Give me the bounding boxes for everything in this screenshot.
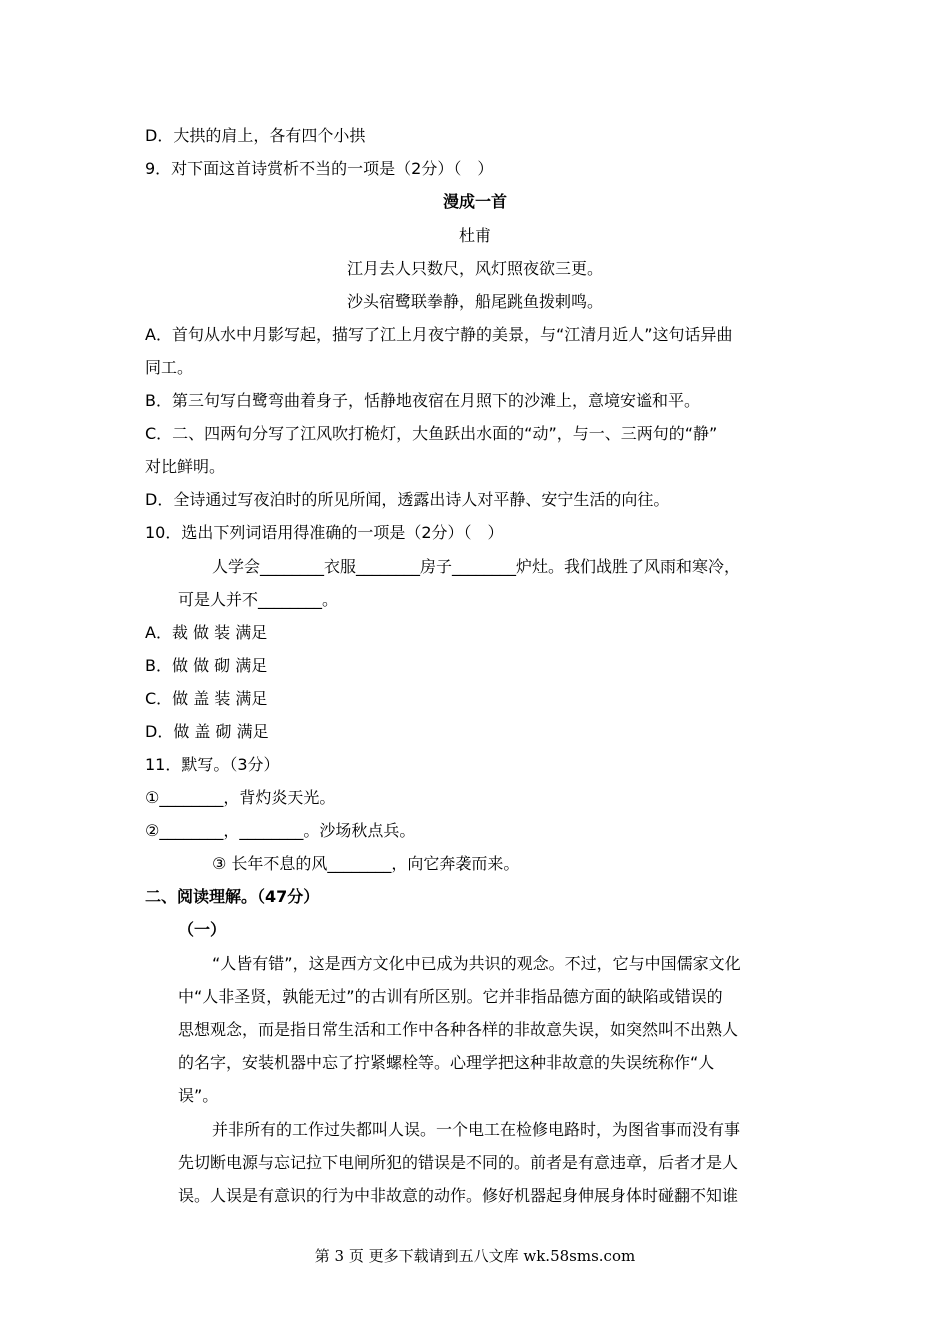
passage-p2-line-2: 先切断电源与忘记拉下电闸所犯的错误是不同的。前者是有意违章，后者才是人 [178, 1153, 739, 1172]
q9-option-c-line-1: C．二、四两句分写了江风吹打桅灯，大鱼跃出水面的“动”，与一、三两句的“静” [145, 424, 718, 443]
passage-p1-line-5: 误”。 [178, 1086, 219, 1105]
poem-title: 漫成一首 [442, 192, 507, 211]
section-2-heading: 二、阅读理解。（47分） [145, 887, 320, 906]
q11-stem: 11．默写。（3分） [145, 755, 280, 774]
q9-option-c-line-2: 对比鲜明。 [145, 457, 226, 476]
q11-item-2: ②________，________。沙场秋点兵。 [145, 821, 416, 840]
passage-p2-line-1: 并非所有的工作过失都叫人误。一个电工在检修电路时，为图省事而没有事 [212, 1120, 741, 1139]
q9-option-d: D．全诗通过写夜泊时的所见所闻，透露出诗人对平静、安宁生活的向往。 [145, 490, 670, 509]
passage-p1-line-2: 中“人非圣贤，孰能无过”的古训有所区别。它并非指品德方面的缺陷或错误的 [178, 987, 723, 1006]
q9-option-a-line-2: 同工。 [145, 358, 194, 377]
section-2-part-1-label: （一） [178, 920, 227, 939]
poem-line-2: 沙头宿鹭联拳静，船尾跳鱼拨剌鸣。 [346, 292, 603, 311]
q9-option-b: B．第三句写白鹭弯曲着身子，恬静地夜宿在月照下的沙滩上，意境安谧和平。 [145, 391, 700, 410]
q10-text-line-1: 人学会________衣服________房子________炉灶。我们战胜了风雨和寒冷， [212, 557, 741, 576]
q10-option-b: B．做 做 砌 满足 [145, 656, 268, 675]
q10-stem: 10．选出下列词语用得准确的一项是（2分）（ ） [145, 523, 504, 542]
passage-p1-line-4: 的名字，安装机器中忘了拧紧螺栓等。心理学把这种非故意的失误统称作“人 [178, 1053, 715, 1072]
poem-author: 杜甫 [458, 226, 491, 245]
q8-option-d: D．大拱的肩上，各有四个小拱 [145, 126, 366, 145]
q9-stem: 9．对下面这首诗赏析不当的一项是（2分）（ ） [145, 159, 494, 178]
q10-text-line-2: 可是人并不________。 [178, 590, 339, 609]
poem-line-1: 江月去人只数尺，风灯照夜欲三更。 [346, 259, 603, 278]
q10-option-c: C．做 盖 装 满足 [145, 689, 268, 708]
q10-option-a: A．裁 做 装 满足 [145, 623, 268, 642]
q11-item-1: ①________，背灼炎天光。 [145, 788, 336, 807]
passage-p1-line-1: “人皆有错”，这是西方文化中已成为共识的观念。不过，它与中国儒家文化 [212, 954, 741, 973]
passage-p2-line-3: 误。人误是有意识的行为中非故意的动作。修好机器起身伸展身体时碰翻不知谁 [178, 1186, 739, 1205]
q10-option-d: D．做 盖 砌 满足 [145, 722, 269, 741]
passage-p1-line-3: 思想观念，而是指日常生活和工作中各种各样的非故意失误，如突然叫不出熟人 [178, 1020, 739, 1039]
q11-item-3: ③ 长年不息的风________，向它奔袭而来。 [212, 854, 520, 873]
page-footer: 第 3 页 更多下载请到五八文库 wk.58sms.com [314, 1247, 636, 1265]
q9-option-a-line-1: A．首句从水中月影写起，描写了江上月夜宁静的美景，与“江清月近人”这句话异曲 [145, 325, 733, 344]
